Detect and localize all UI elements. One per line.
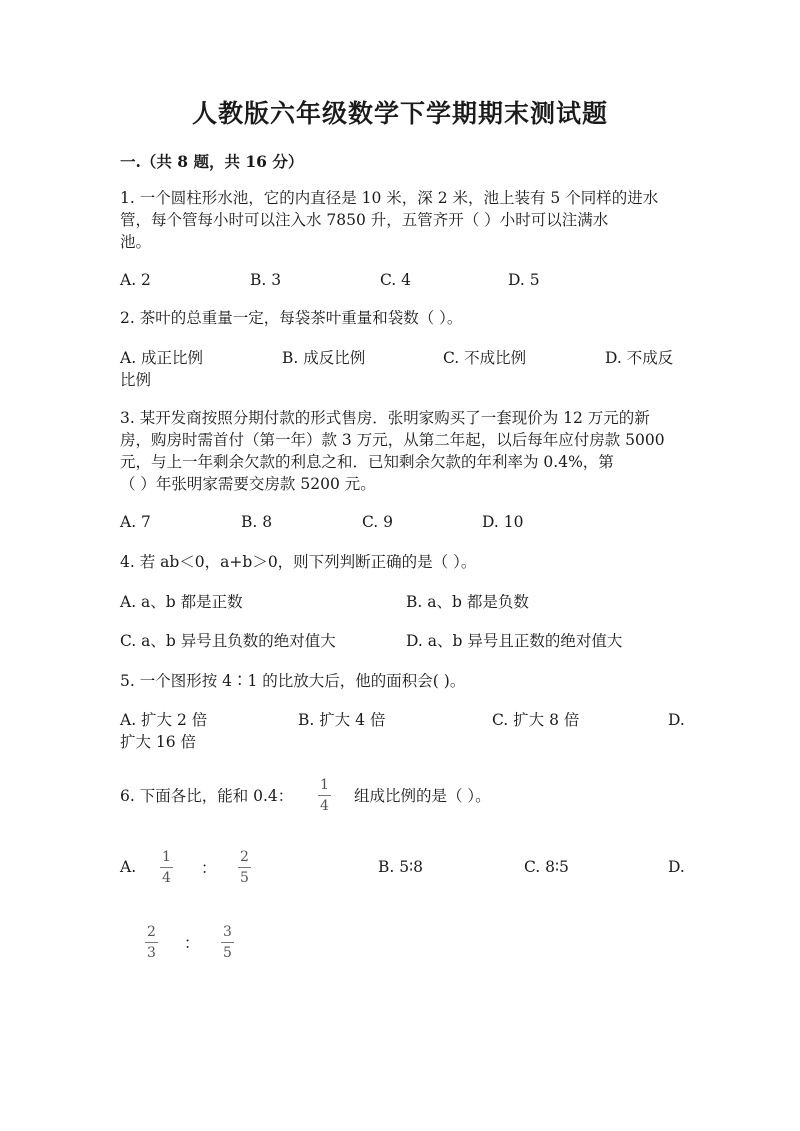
fraction-bar	[145, 942, 158, 943]
section-heading: 一.（共 8 题，共 16 分）	[120, 152, 304, 171]
question-6-option-a-fraction-1	[160, 850, 173, 886]
question-4-line-1: 4. 若 ab＜0，a+b＞0，则下列判断正确的是（ ）。	[120, 553, 477, 571]
fraction-numerator: 2	[240, 849, 249, 865]
question-4-option-c: C. a、b 异号且负数的绝对值大	[120, 632, 336, 650]
question-5-option-d: D.	[668, 711, 685, 729]
question-5-option-a: A. 扩大 2 倍	[120, 711, 208, 729]
question-4-option-d: D. a、b 异号且正数的绝对值大	[406, 632, 623, 650]
question-3-option-d: D. 10	[482, 513, 524, 531]
question-5-line-1: 5. 一个图形按 4∶1 的比放大后，他的面积会( )。	[120, 672, 466, 690]
question-6-fraction	[318, 778, 331, 814]
fraction-numerator: 3	[223, 924, 232, 940]
question-3-option-b: B. 8	[241, 513, 273, 531]
question-6-option-a-label: A.	[120, 858, 137, 876]
question-3-line-4: （ ）年张明家需要交房款 5200 元。	[120, 475, 376, 493]
question-1-option-b: B. 3	[250, 271, 282, 289]
question-6-option-b: B. 5∶8	[378, 858, 424, 876]
fraction-denominator: 4	[162, 870, 171, 886]
fraction-numerator: 1	[162, 849, 171, 865]
question-1-line-3: 池。	[120, 233, 152, 251]
question-4-option-a: A. a、b 都是正数	[120, 593, 243, 611]
fraction-denominator: 5	[223, 945, 232, 961]
question-3-option-c: C. 9	[362, 513, 394, 531]
question-2-option-c: C. 不成比例	[443, 349, 527, 367]
question-6-line-suffix: 组成比例的是（ ）。	[354, 787, 491, 805]
question-1-option-d: D. 5	[508, 271, 540, 289]
fraction-bar	[238, 867, 251, 868]
fraction-bar	[160, 867, 173, 868]
question-6-option-a-separator: ：	[201, 859, 217, 877]
question-5-option-d-wrap: 扩大 16 倍	[120, 733, 197, 751]
question-3-line-2: 房，购房时需首付（第一年）款 3 万元，从第二年起，以后每年应付房款 5000	[120, 431, 665, 449]
question-2-option-d: D. 不成反	[605, 349, 674, 367]
question-6-option-c: C. 8∶5	[524, 858, 569, 876]
question-1-option-c: C. 4	[380, 271, 412, 289]
question-3-line-1: 3. 某开发商按照分期付款的形式售房．张明家购买了一套现价为 12 万元的新	[120, 409, 650, 427]
question-6-option-d-fraction-2	[221, 925, 234, 961]
question-6-option-a-fraction-2	[238, 850, 251, 886]
question-2-option-b: B. 成反比例	[282, 349, 366, 367]
fraction-denominator: 3	[147, 945, 156, 961]
question-2-option-a: A. 成正比例	[120, 349, 204, 367]
question-1-line-2: 管，每个管每小时可以注入水 7850 升，五管齐开（ ）小时可以注满水	[120, 211, 609, 229]
question-3-option-a: A. 7	[120, 513, 151, 531]
question-2-option-d-wrap: 比例	[120, 371, 152, 389]
question-6-line-prefix: 6. 下面各比，能和 0.4：	[120, 787, 294, 805]
fraction-denominator: 5	[240, 870, 249, 886]
fraction-numerator: 1	[320, 777, 329, 793]
fraction-denominator: 4	[320, 798, 329, 814]
question-3-line-3: 元，与上一年剩余欠款的利息之和．已知剩余欠款的年利率为 0.4%，第	[120, 453, 614, 471]
page-title: 人教版六年级数学下学期期末测试题	[191, 99, 608, 128]
question-6-option-d-separator: ：	[184, 934, 200, 952]
question-2-line-1: 2. 茶叶的总重量一定，每袋茶叶重量和袋数（ ）。	[120, 309, 463, 327]
fraction-bar	[318, 795, 331, 796]
question-5-option-c: C. 扩大 8 倍	[492, 711, 580, 729]
fraction-bar	[221, 942, 234, 943]
question-1-line-1: 1. 一个圆柱形水池，它的内直径是 10 米，深 2 米，池上装有 5 个同样的进水	[120, 189, 659, 207]
question-5-option-b: B. 扩大 4 倍	[298, 711, 386, 729]
question-6-option-d-fraction-1	[145, 925, 158, 961]
question-1-option-a: A. 2	[120, 271, 151, 289]
question-4-option-b: B. a、b 都是负数	[406, 593, 529, 611]
fraction-numerator: 2	[147, 924, 156, 940]
question-6-option-d-label: D.	[668, 858, 685, 876]
